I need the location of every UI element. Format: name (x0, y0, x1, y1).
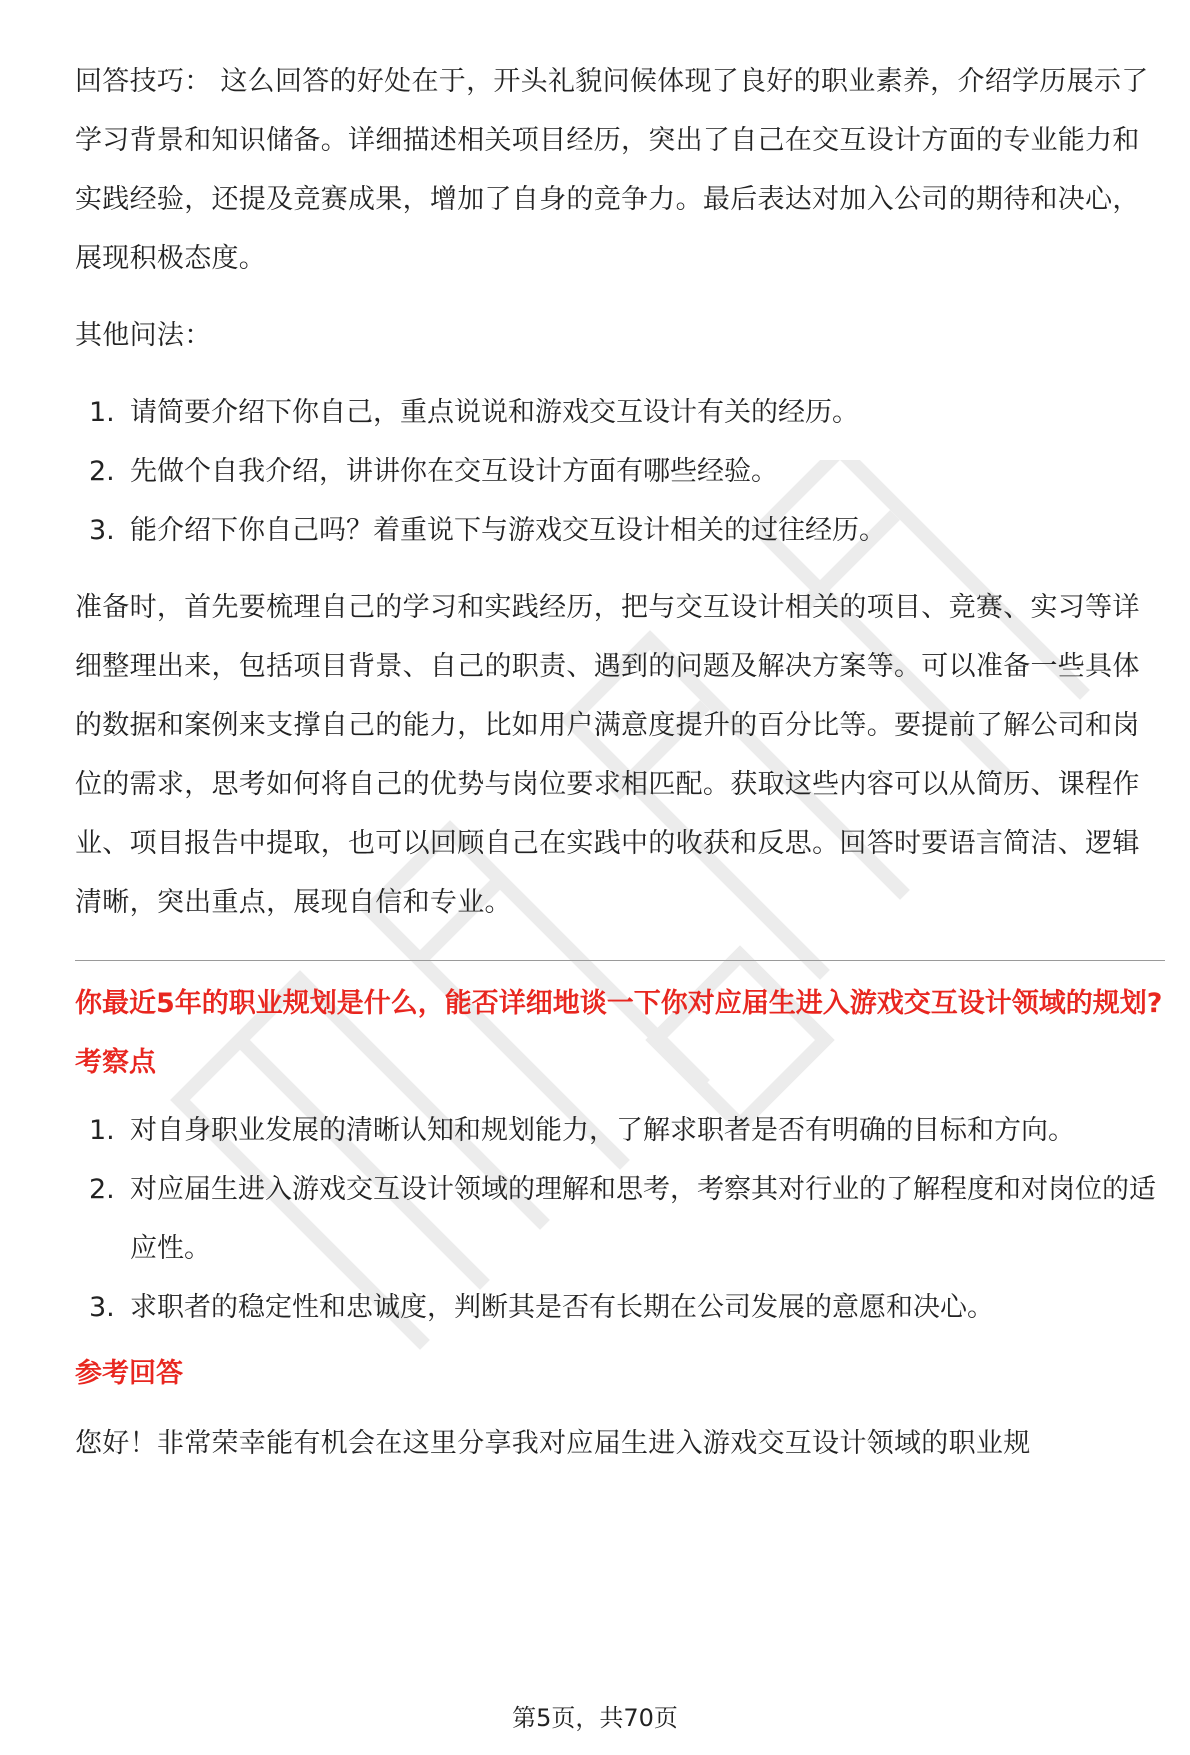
answer-tips: 回答技巧： 这么回答的好处在于，开头礼貌问候体现了良好的职业素养，介绍学历展示了学习背景和知识储备。详细描述相关项目经历，突出了自己在交互设计方面的专业能力和实践经验，还提及竞赛成果，增加了自身的竞争力。最后表达对加入公司的期待和决心，展现积极态度。 (75, 66, 1149, 274)
list-item (75, 1278, 1165, 1337)
other-questions-label: 其他问法： (75, 320, 212, 351)
list-item (75, 383, 1165, 442)
other-questions-list (75, 383, 1165, 560)
preparation-advice: 准备时，首先要梳理自己的学习和实践经历，把与交互设计相关的项目、竞赛、实习等详细整理出来，包括项目背景、自己的职责、遇到的问题及解决方案等。可以准备一些具体的数据和案例来支撑自己的能力，比如用户满意度提升的百分比等。要提前了解公司和岗位的需求，思考如何将自己的优势与岗位要求相匹配。获取这些内容可以从简历、课程作业、项目报告中提取，也可以回顾自己在实践中的收获和反思。回答时要语言简洁、逻辑清晰，突出重点，展现自信和专业。 (75, 592, 1140, 918)
list-item-text: 求职者的稳定性和忠诚度，判断其是否有长期在公司发展的意愿和决心。 (130, 1292, 994, 1323)
section-divider (75, 960, 1165, 961)
list-item-text: 对自身职业发展的清晰认知和规划能力，了解求职者是否有明确的目标和方向。 (130, 1115, 1075, 1146)
list-number: 1. (89, 1115, 115, 1146)
list-number: 2. (89, 1174, 115, 1205)
list-item-text: 对应届生进入游戏交互设计领域的理解和思考，考察其对行业的了解程度和对岗位的适应性。 (130, 1174, 1156, 1264)
interview-question: 你最近5年的职业规划是什么，能否详细地谈一下你对应届生进入游戏交互设计领域的规划? (75, 988, 1163, 1019)
exam-points-heading: 考察点 (75, 1047, 156, 1078)
list-item (75, 1101, 1165, 1160)
list-item (75, 442, 1165, 501)
exam-points-list (75, 1101, 1165, 1337)
list-item-text: 能介绍下你自己吗？着重说下与游戏交互设计相关的过往经历。 (130, 515, 886, 546)
page-footer: 第5页，共70页 (512, 1704, 678, 1732)
list-item-text: 先做个自我介绍，讲讲你在交互设计方面有哪些经验。 (130, 456, 778, 487)
reference-answer-text: 您好！非常荣幸能有机会在这里分享我对应届生进入游戏交互设计领域的职业规 (75, 1428, 1031, 1459)
reference-answer-heading: 参考回答 (75, 1358, 183, 1389)
list-number: 1. (89, 397, 115, 428)
list-number: 2. (89, 456, 115, 487)
list-item (75, 1160, 1165, 1278)
list-number: 3. (89, 515, 115, 546)
list-number: 3. (89, 1292, 115, 1323)
list-item-text: 请简要介绍下你自己，重点说说和游戏交互设计有关的经历。 (130, 397, 859, 428)
list-item (75, 501, 1165, 560)
main-content (75, 52, 1165, 1473)
